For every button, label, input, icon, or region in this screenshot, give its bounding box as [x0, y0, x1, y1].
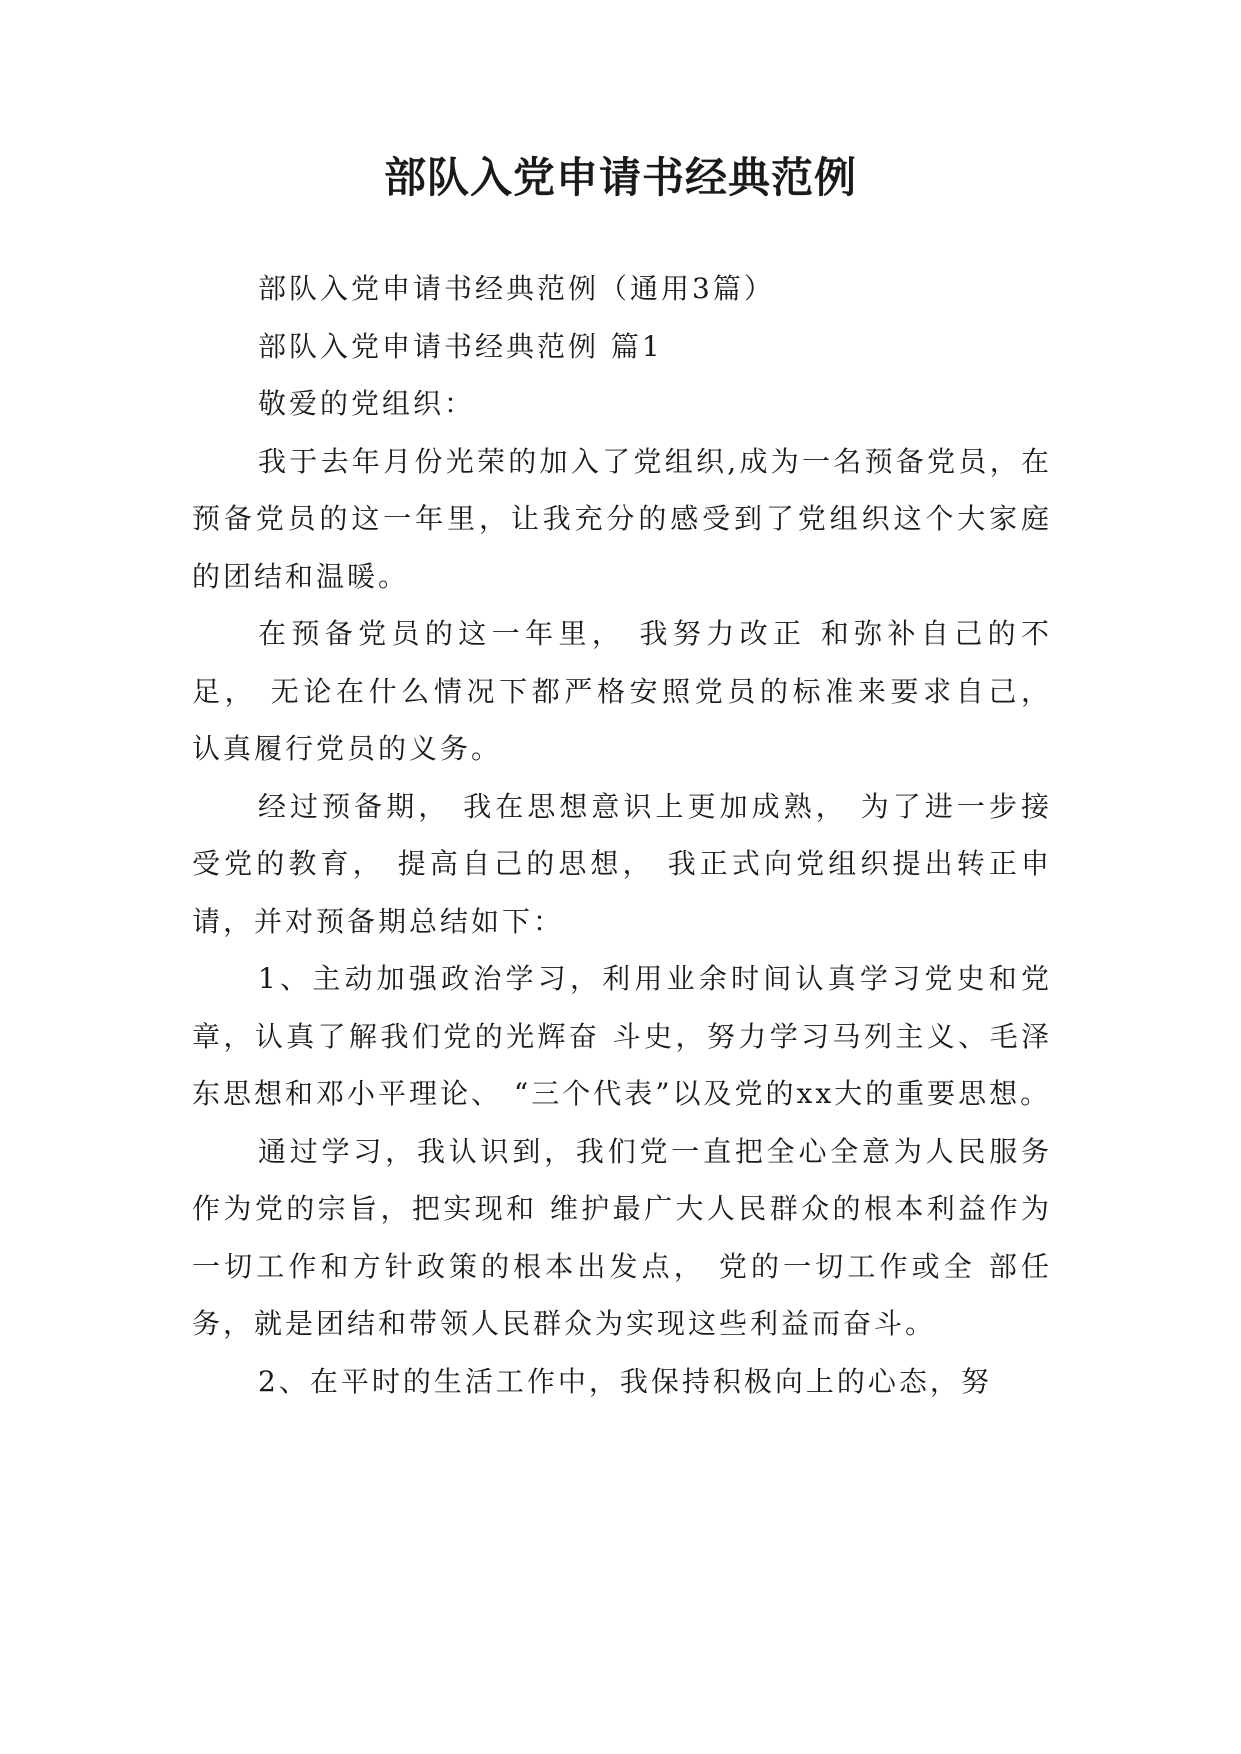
- paragraph: 在预备党员的这一年里， 我努力改正 和弥补自己的不足， 无论在什么情况下都严格安照党员的标准来要求自己， 认真履行党员的义务。: [192, 617, 1052, 765]
- paragraph-section-heading: 部队入党申请书经典范例 篇1: [258, 329, 663, 363]
- paragraph: 我于去年月份光荣的加入了党组织,成为一名预备党员，在预备党员的这一年里，让我充分的感受到了党组织这个大家庭的团结和温暖。: [192, 444, 1052, 593]
- paragraph: 经过预备期， 我在思想意识上更加成熟， 为了进一步接受党的教育， 提高自己的思想， 我正式向党组织提出转正申请，并对预备期总结如下：: [192, 789, 1052, 938]
- paragraph: 2、在平时的生活工作中，我保持积极向上的心态，努: [258, 1364, 992, 1398]
- paragraph: 通过学习，我认识到，我们党一直把全心全意为人民服务作为党的宗旨，把实现和 维护最广大人民群众的根本利益作为一切工作和方针政策的根本出发点， 党的一切工作或全 部任务，就是团结和带领人民群众为实现这些利益而奋斗。: [192, 1134, 1052, 1340]
- document-body: [192, 260, 1052, 1410]
- document-title: 部队入党申请书经典范例: [383, 153, 857, 202]
- paragraph: 1、主动加强政治学习，利用业余时间认真学习党史和党章，认真了解我们党的光辉奋 斗史，努力学习马列主义、毛泽东思想和邓小平理论、 “三个代表”以及党的xx大的重要思想。: [192, 962, 1052, 1110]
- paragraph-salutation: 敬爱的党组织：: [258, 387, 476, 420]
- paragraph-subtitle: 部队入党申请书经典范例（通用3篇）: [258, 272, 775, 305]
